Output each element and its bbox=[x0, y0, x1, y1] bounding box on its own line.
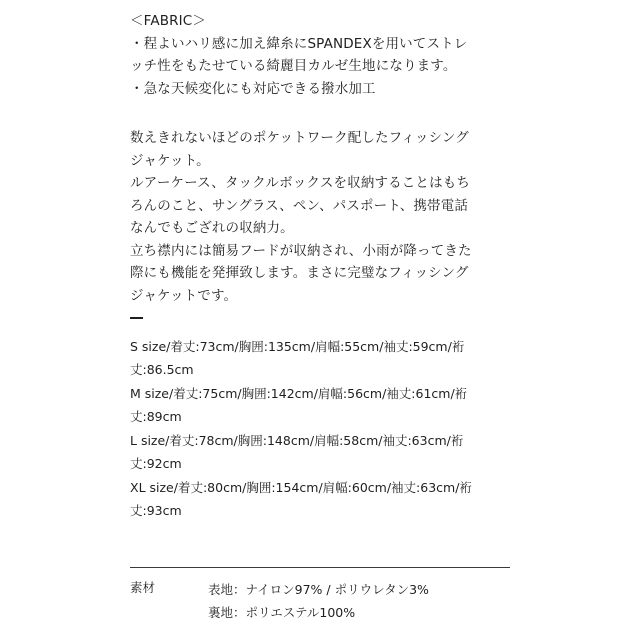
dash-divider bbox=[130, 317, 143, 319]
size-line: S size/着丈:73cm/胸囲:135cm/肩幅:55cm/袖丈:59cm/裄 bbox=[130, 338, 465, 354]
product-description bbox=[130, 10, 510, 523]
material-outer: 表地：ナイロン97% / ポリウレタン3% bbox=[208, 582, 429, 597]
body-line: なんでもござれの収納力。 bbox=[130, 220, 294, 236]
material-label: 素材 bbox=[130, 580, 156, 595]
size-line: 丈:86.5cm bbox=[130, 362, 194, 378]
body-line: 際にも機能を発揮致します。まさに完璧なフィッシング bbox=[130, 265, 469, 281]
fabric-line: ッチ性をもたせている綺麗目カルゼ生地になります。 bbox=[130, 58, 457, 74]
body-line: 立ち襟内には簡易フードが収納され、小雨が降ってきた bbox=[130, 242, 472, 259]
body-line: 数えきれないほどのポケットワーク配したフィッシング bbox=[130, 130, 469, 146]
size-line: 丈:89cm bbox=[130, 409, 182, 425]
size-list bbox=[130, 335, 510, 523]
body-line: ジャケットです。 bbox=[130, 287, 238, 304]
fabric-line: ・程よいハリ感に加え緯糸にSPANDEXを用いてストレ bbox=[130, 35, 468, 52]
spacer bbox=[130, 100, 510, 123]
size-line: XL size/着丈:80cm/胸囲:154cm/肩幅:60cm/袖丈:63cm/裄 bbox=[130, 479, 472, 495]
material-top-rule bbox=[130, 567, 510, 568]
material-lining: 裏地：ポリエステル100% bbox=[208, 605, 356, 620]
body-line: ろんのこと、サングラス、ペン、パスポート、携帯電話 bbox=[130, 197, 469, 214]
fabric-heading: ＜FABRIC＞ bbox=[130, 13, 207, 29]
size-line: 丈:92cm bbox=[130, 456, 182, 472]
fabric-line: ・急な天候変化にも対応できる撥水加工 bbox=[130, 80, 376, 97]
size-line: M size/着丈:75cm/胸囲:142cm/肩幅:56cm/袖丈:61cm/裄 bbox=[130, 385, 468, 401]
size-line: L size/着丈:78cm/胸囲:148cm/肩幅:58cm/袖丈:63cm/裄 bbox=[130, 432, 464, 448]
body-line: ルアーケース、タックルボックスを収納することはもち bbox=[130, 175, 471, 191]
size-line: 丈:93cm bbox=[130, 503, 182, 519]
material-values bbox=[208, 578, 429, 624]
body-line: ジャケット。 bbox=[130, 152, 210, 169]
